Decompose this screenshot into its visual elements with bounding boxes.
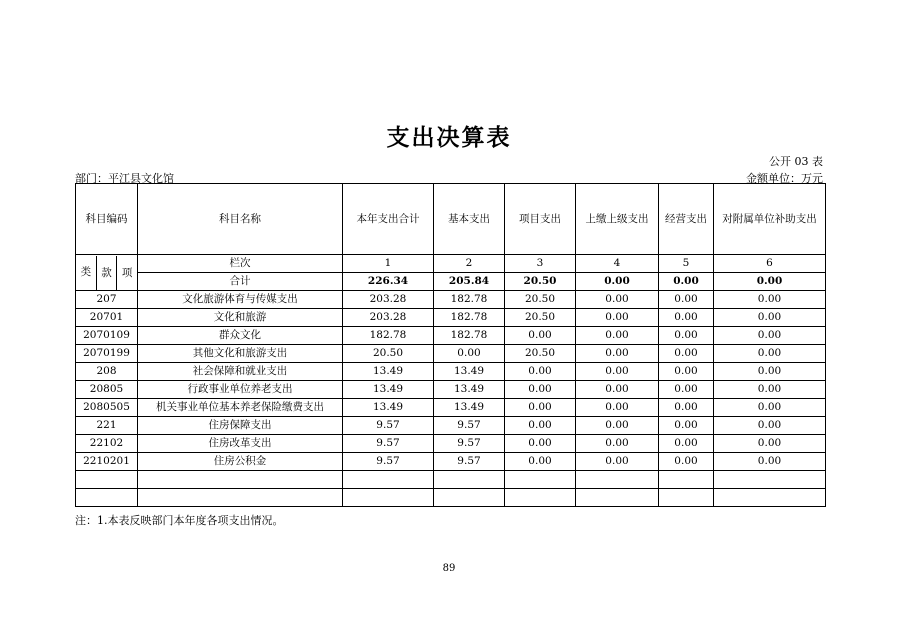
- row-value-6: 0.00: [714, 453, 826, 471]
- row-value-1: 203.28: [343, 291, 434, 309]
- row-value-6: 0.00: [714, 327, 826, 345]
- row-value-1: 13.49: [343, 381, 434, 399]
- row-value-2: 13.49: [434, 399, 505, 417]
- total-value-4: 0.00: [576, 273, 659, 291]
- row-value-5: 0.00: [659, 453, 714, 471]
- table-row: [76, 417, 826, 435]
- row-value-3: 0.00: [505, 381, 576, 399]
- row-value-2: 9.57: [434, 435, 505, 453]
- row-value-3: 0.00: [505, 435, 576, 453]
- col-index-label: 栏次: [138, 255, 343, 273]
- header-col-6: 对附属单位补助支出: [714, 184, 826, 255]
- row-value-6: 0.00: [714, 399, 826, 417]
- row-value-4: 0.00: [576, 435, 659, 453]
- header-col-3: 项目支出: [505, 184, 576, 255]
- row-value-6: 0.00: [714, 309, 826, 327]
- header-col-1: 本年支出合计: [343, 184, 434, 255]
- blank-cell: [76, 471, 138, 489]
- row-value-4: 0.00: [576, 381, 659, 399]
- row-value-5: 0.00: [659, 381, 714, 399]
- row-value-4: 0.00: [576, 291, 659, 309]
- row-code: 208: [76, 363, 138, 381]
- total-label: 合计: [138, 273, 343, 291]
- blank-cell: [576, 489, 659, 507]
- row-value-5: 0.00: [659, 399, 714, 417]
- row-code: 2080505: [76, 399, 138, 417]
- row-value-6: 0.00: [714, 363, 826, 381]
- row-value-6: 0.00: [714, 417, 826, 435]
- row-value-2: 182.78: [434, 327, 505, 345]
- row-code: 221: [76, 417, 138, 435]
- blank-cell: [138, 489, 343, 507]
- blank-row: [76, 471, 826, 489]
- row-value-5: 0.00: [659, 291, 714, 309]
- row-name: 住房公积金: [138, 453, 343, 471]
- xiang-label: 项: [116, 256, 137, 290]
- row-name: 机关事业单位基本养老保险缴费支出: [138, 399, 343, 417]
- total-value-3: 20.50: [505, 273, 576, 291]
- col-index-1: 1: [343, 255, 434, 273]
- total-value-5: 0.00: [659, 273, 714, 291]
- blank-row: [76, 489, 826, 507]
- kuan-label: 款: [96, 256, 117, 290]
- row-code: 207: [76, 291, 138, 309]
- row-name: 文化和旅游: [138, 309, 343, 327]
- header-name: 科目名称: [138, 184, 343, 255]
- row-value-3: 0.00: [505, 363, 576, 381]
- row-name: 住房保障支出: [138, 417, 343, 435]
- table-row: [76, 309, 826, 327]
- department-label: 部门：平江县文化馆: [75, 172, 174, 185]
- col-index-2: 2: [434, 255, 505, 273]
- row-name: 社会保障和就业支出: [138, 363, 343, 381]
- row-value-1: 9.57: [343, 435, 434, 453]
- table-row: [76, 435, 826, 453]
- row-value-5: 0.00: [659, 309, 714, 327]
- row-value-5: 0.00: [659, 435, 714, 453]
- header-col-4: 上缴上级支出: [576, 184, 659, 255]
- col-index-row: [76, 255, 826, 273]
- row-value-4: 0.00: [576, 327, 659, 345]
- table-row: [76, 327, 826, 345]
- total-value-2: 205.84: [434, 273, 505, 291]
- row-value-3: 0.00: [505, 327, 576, 345]
- col-index-3: 3: [505, 255, 576, 273]
- row-value-2: 182.78: [434, 291, 505, 309]
- row-value-4: 0.00: [576, 417, 659, 435]
- row-value-2: 9.57: [434, 453, 505, 471]
- blank-cell: [714, 489, 826, 507]
- page-title: 支出决算表: [386, 124, 512, 151]
- row-value-4: 0.00: [576, 453, 659, 471]
- row-name: 文化旅游体育与传媒支出: [138, 291, 343, 309]
- table-row: [76, 381, 826, 399]
- header-col-5: 经营支出: [659, 184, 714, 255]
- blank-cell: [659, 471, 714, 489]
- row-value-1: 13.49: [343, 363, 434, 381]
- row-code: 2210201: [76, 453, 138, 471]
- row-value-1: 203.28: [343, 309, 434, 327]
- row-value-3: 20.50: [505, 291, 576, 309]
- row-value-1: 13.49: [343, 399, 434, 417]
- row-value-2: 182.78: [434, 309, 505, 327]
- footnote: 注：1.本表反映部门本年度各项支出情况。: [75, 514, 284, 527]
- blank-cell: [659, 489, 714, 507]
- page-number: 89: [442, 563, 456, 574]
- blank-cell: [505, 471, 576, 489]
- blank-cell: [434, 471, 505, 489]
- row-value-3: 0.00: [505, 453, 576, 471]
- row-value-4: 0.00: [576, 399, 659, 417]
- table-row: [76, 399, 826, 417]
- row-code: 20805: [76, 381, 138, 399]
- table-row: [76, 363, 826, 381]
- row-value-3: 20.50: [505, 345, 576, 363]
- total-value-1: 226.34: [343, 273, 434, 291]
- row-code: 20701: [76, 309, 138, 327]
- row-value-2: 13.49: [434, 363, 505, 381]
- row-value-1: 20.50: [343, 345, 434, 363]
- row-value-3: 0.00: [505, 417, 576, 435]
- header-row: [76, 184, 826, 255]
- row-name: 行政事业单位养老支出: [138, 381, 343, 399]
- row-name: 住房改革支出: [138, 435, 343, 453]
- blank-cell: [343, 489, 434, 507]
- row-value-2: 13.49: [434, 381, 505, 399]
- blank-cell: [505, 489, 576, 507]
- lei-label: 类: [80, 266, 92, 278]
- form-number: 公开 03 表: [769, 155, 823, 168]
- row-value-2: 9.57: [434, 417, 505, 435]
- col-index-4: 4: [576, 255, 659, 273]
- expenditure-table: [75, 183, 826, 507]
- table-row: [76, 345, 826, 363]
- row-value-6: 0.00: [714, 291, 826, 309]
- table-row: [76, 453, 826, 471]
- row-value-6: 0.00: [714, 345, 826, 363]
- blank-cell: [576, 471, 659, 489]
- row-code: 2070199: [76, 345, 138, 363]
- table-row: [76, 291, 826, 309]
- header-code: 科目编码: [76, 184, 138, 255]
- total-row: [76, 273, 826, 291]
- amount-unit-label: 金额单位：万元: [746, 172, 823, 185]
- row-value-2: 0.00: [434, 345, 505, 363]
- row-name: 群众文化: [138, 327, 343, 345]
- total-value-6: 0.00: [714, 273, 826, 291]
- row-value-4: 0.00: [576, 345, 659, 363]
- blank-cell: [138, 471, 343, 489]
- row-name: 其他文化和旅游支出: [138, 345, 343, 363]
- row-value-1: 9.57: [343, 417, 434, 435]
- row-value-6: 0.00: [714, 381, 826, 399]
- row-value-4: 0.00: [576, 363, 659, 381]
- blank-cell: [76, 489, 138, 507]
- lei-kuan-xiang-cell: [76, 255, 138, 291]
- blank-cell: [434, 489, 505, 507]
- blank-cell: [343, 471, 434, 489]
- row-value-1: 182.78: [343, 327, 434, 345]
- row-value-1: 9.57: [343, 453, 434, 471]
- row-value-4: 0.00: [576, 309, 659, 327]
- row-value-5: 0.00: [659, 345, 714, 363]
- header-col-2: 基本支出: [434, 184, 505, 255]
- row-code: 2070109: [76, 327, 138, 345]
- row-value-5: 0.00: [659, 327, 714, 345]
- col-index-5: 5: [659, 255, 714, 273]
- row-value-3: 20.50: [505, 309, 576, 327]
- row-value-6: 0.00: [714, 435, 826, 453]
- row-code: 22102: [76, 435, 138, 453]
- row-value-5: 0.00: [659, 417, 714, 435]
- col-index-6: 6: [714, 255, 826, 273]
- row-value-5: 0.00: [659, 363, 714, 381]
- blank-cell: [714, 471, 826, 489]
- row-value-3: 0.00: [505, 399, 576, 417]
